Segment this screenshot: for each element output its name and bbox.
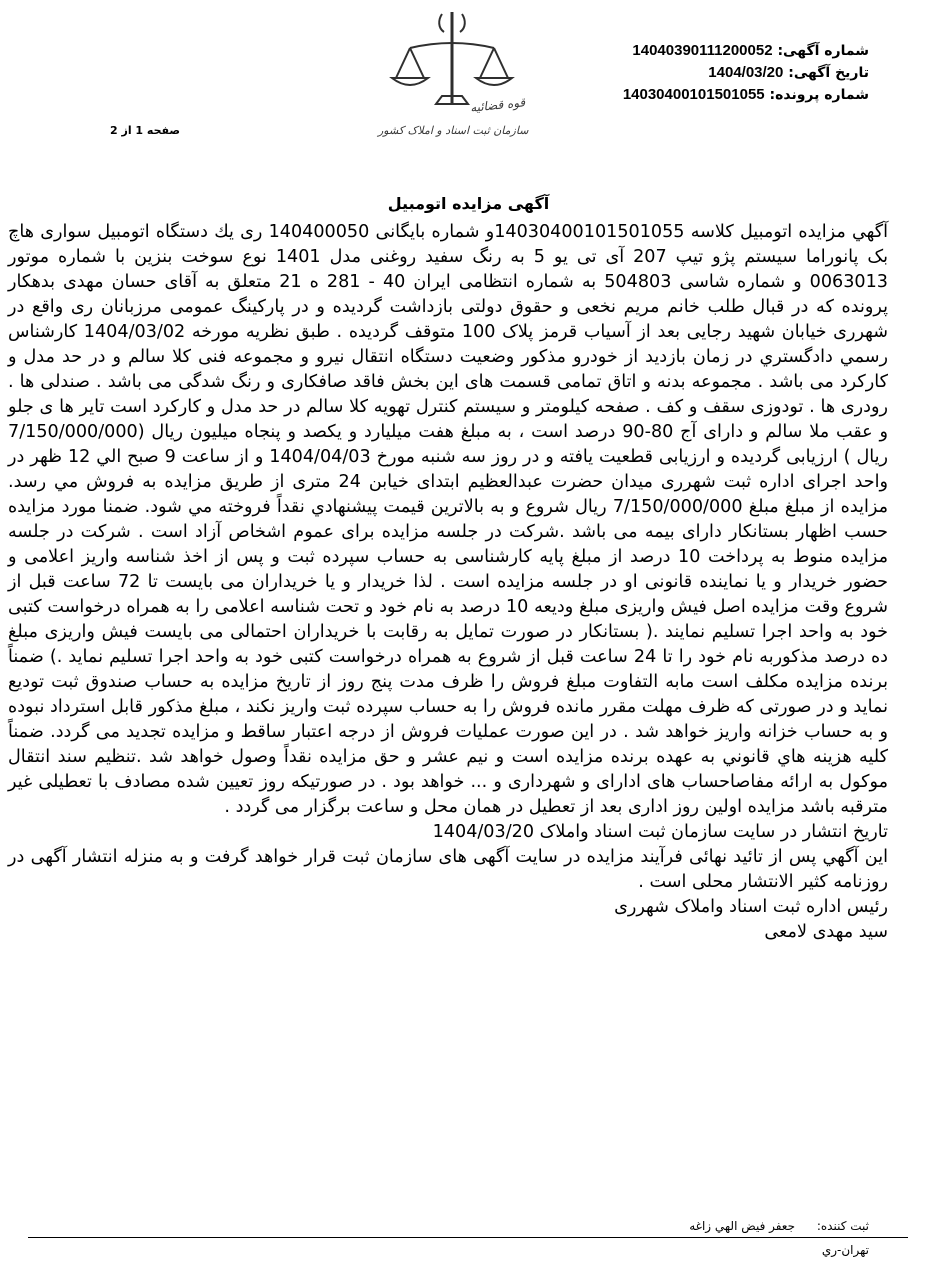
publish-date-line: تاريخ انتشار در سايت سازمان ثبت اسناد واملاک 1404/03/20 — [432, 822, 888, 842]
case-number: 14030400101501055 — [622, 86, 765, 103]
notice-paragraph: آگهي مزايده اتومبيل كلاسه 14030400101501055و شماره بايگانی 140400050 ری يك دستگاه اتومبيل سواری هاچ بک پانوراما سيستم پژو تيپ 207 آی تی يو 5 به رنگ سفيد روغنی مدل 1401 نوع سوخت بنزين با شماره موتور 0063013 و شماره شاسی 504803 به شماره انتظامی ايران 40 - 281 ه 21 متعلق به آقای حسان مهدی بدهكار پرونده كه در قبال طلب خانم مريم نخعی و حقوق دولتی بازداشت گرديده و در پاركينگ عمومی مرزبانان ری واقع در شهرری خيابان شهيد رجايی بعد از آسياب قرمز پلاک 100 متوقف گرديده . طبق نظريه مورخه 1404/03/02 كارشناس رسمي دادگستري در زمان بازديد از خودرو مذكور وضعيت دستگاه انتقال نيرو و مجموعه فنی كلا سالم و در حد مدل و كاركرد می باشد . مجموعه بدنه و اتاق تمامی قسمت های اين بخش فاقد صافكاری و رنگ شدگی می باشد . صندلی ها . رودری ها . تودوزی سقف و كف . صفحه كيلومتر و سيستم كنترل تهويه كلا سالم در حد مدل و كاركرد است تاير ها ی جلو و عقب ملا سالم و دارای آج 80-90 درصد است ، به مبلغ هفت ميليارد و يكصد و پنجاه ميليون ريال (7/150/000/000 ريال ) ارزيابی گرديده و ارزيابی قطعيت يافته و در روز سه شنبه مورخ 1404/04/03 و از ساعت 9 صبح الي 12 ظهر در واحد اجرای اداره ثبت شهرری ميدان حضرت عبدالعظيم ابتدای خيابن 24 متری از طريق مزايده به فروش مي رسد. مزايده از مبلغ مبلغ 7/150/000/000 ريال شروع و به بالاترين قيمت پيشنهادي نقداً فروخته مي شود. ضمنا مورد مزايده حسب اظهار بستانكار دارای بيمه می باشد .شركت در جلسه مزايده برای عموم اشخاص آزاد است . شركت در جلسه مزايده منوط به پرداخت 10 درصد از مبلغ پايه كارشناسی به حساب سپرده ثبت و پس از اخذ شناسه واريز اعلامی و حضور خريدار و يا نماينده قانونی او در جلسه مزايده است . لذا خريدار و يا خريداران می بايست تا 72 ساعت قبل از شروع وقت مزايده اصل فيش واريزی مبلغ وديعه 10 درصد به نام خود و تحت شناسه اعلامی را به همراه درخواست كتبی خود به واحد اجرا تسليم نمايند .( بستانكار در صورت تمايل به رقابت با خريداران احتمالی می بايست فيش واريزی مبلغ ده درصد مذكوربه نام خود را تا 24 ساعت قبل از شروع به همراه درخواست كتبی خود به واحد اجرا تسليم نمايد .) ضمناً برنده مزايده مكلف است مابه التفاوت مبلغ فروش را ظرف مدت پنج روز از تاريخ مزايده به حساب صندوق ثبت توديع نمايد و در صورتی كه ظرف مهلت مقرر مانده فروش را به حساب سپرده ثبت واريز نكند ، مبلغ مذكور قابل استرداد نبوده و به حساب خزانه واريز خواهد شد . در اين صورت عمليات فروش از درجه اعتبار ساقط و مزايده تجديد می گردد. ضمناً كليه هزينه هاي قانوني به عهده برنده مزايده است و نيم عشر و حق مزايده نقداً وصول خواهد شد .تنظيم سند انتقال موكول به ارائه مفاصاحساب های ادارای و شهرداری و ... خواهد بود . در صورتيكه روز تعيين شده مصادف با تعطيلی غير مترقبه باشد مزايده اولين روز اداری بعد از تعطيل در همان محل و ساعت برگزار می گردد . — [8, 222, 889, 817]
ad-date-label: تاریخ آگهی: — [788, 65, 869, 81]
location: تهران-ري — [821, 1243, 869, 1257]
page-count: صفحه 1 از 2 — [110, 124, 181, 137]
publish-note: اين آگهي پس از تائيد نهائی فرآيند مزايده در سايت آگهی های سازمان ثبت قرار خواهد گرفت و به منزله انتشار آگهی در روزنامه كثير الانتشار محلی است . — [8, 847, 888, 892]
signatory-name: سيد مهدی لامعی — [764, 922, 888, 942]
notice-meta — [623, 40, 869, 106]
notice-footer — [689, 1214, 869, 1262]
registrar-label: ثبت كننده: — [816, 1219, 869, 1233]
ad-number: 14040390111200052 — [632, 42, 773, 59]
ad-number-label: شماره آگهی: — [777, 43, 869, 59]
ad-date: 1404/03/20 — [708, 64, 784, 81]
notice-title: آگهی مزایده اتومبیل — [387, 194, 550, 213]
case-number-row — [623, 84, 869, 106]
ad-number-row — [623, 40, 869, 62]
case-number-label: شماره پرونده: — [769, 87, 869, 103]
seal-line-1: قوه قضائیه — [469, 95, 526, 115]
footer-divider — [28, 1237, 908, 1238]
notice-body — [8, 220, 888, 945]
seal-line-2: سازمان ثبت اسناد و املاک کشور — [378, 124, 529, 137]
signatory-title: رئيس اداره ثبت اسناد واملاک شهرری — [614, 897, 888, 917]
registrar-name: جعفر فيض الهي زاغه — [689, 1219, 796, 1233]
registrar-row — [689, 1214, 869, 1238]
ad-date-row — [623, 62, 869, 84]
